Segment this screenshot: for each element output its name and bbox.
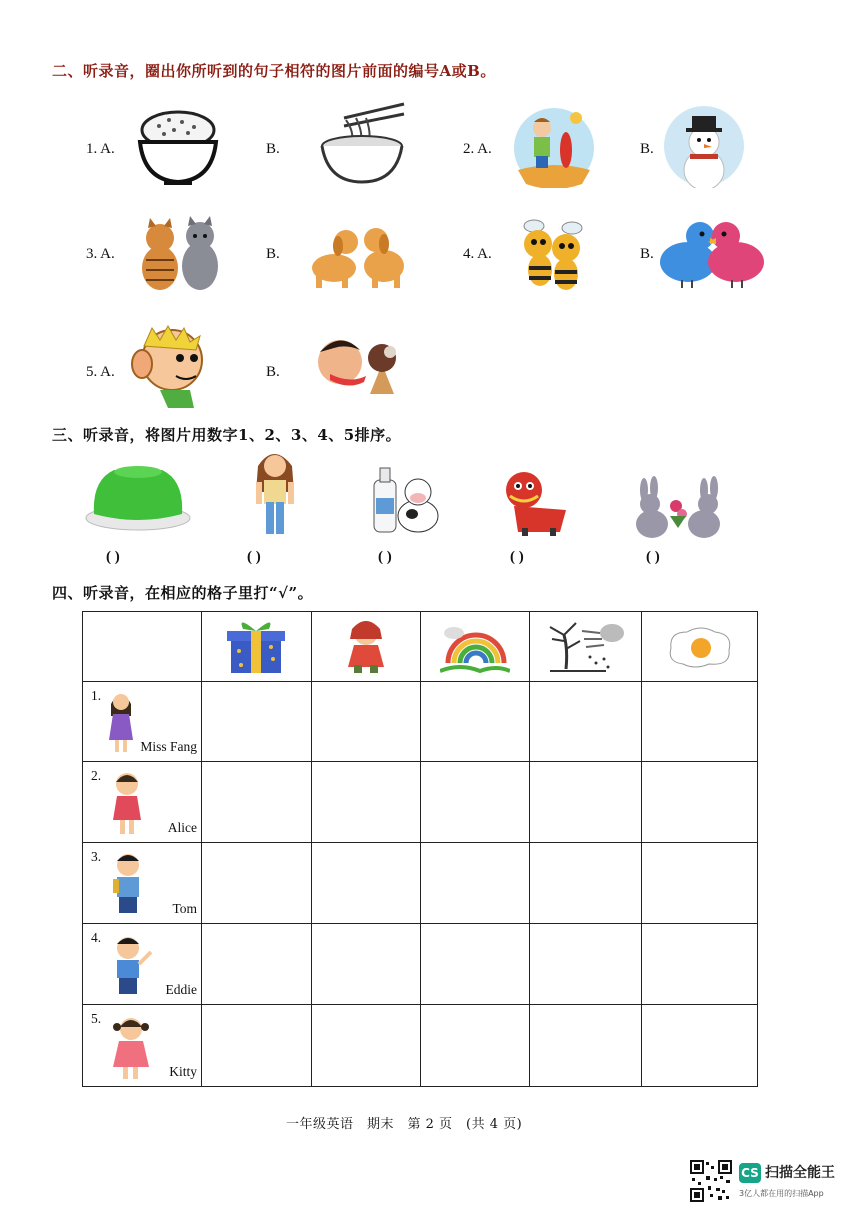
tasting-icecream-icon bbox=[310, 334, 410, 410]
listening-boy-icon bbox=[124, 324, 216, 408]
q1-a-label: 1. A. bbox=[86, 141, 115, 157]
answer-cell[interactable] bbox=[642, 682, 758, 762]
q1-b-label: B. bbox=[266, 141, 280, 157]
section-2-title: 二、听录音，圈出你所听到的句子相符的图片前面的编号A或B。 bbox=[52, 62, 496, 80]
noodle-bowl-icon bbox=[316, 98, 408, 188]
dogs-icon bbox=[298, 222, 420, 290]
table-row bbox=[83, 682, 758, 762]
q2-b-label: B. bbox=[640, 141, 654, 157]
answer-cell[interactable] bbox=[530, 924, 642, 1005]
jelly-icon bbox=[84, 460, 192, 532]
cats-icon bbox=[132, 216, 228, 292]
tom-avatar bbox=[111, 851, 145, 917]
row-number: 4. bbox=[91, 930, 102, 945]
row-number: 5. bbox=[91, 1011, 102, 1026]
answer-cell[interactable] bbox=[530, 682, 642, 762]
table-row bbox=[83, 924, 758, 1005]
blank-5[interactable]: ( ) bbox=[646, 549, 660, 565]
rabbits-icon bbox=[624, 476, 730, 540]
summer-boy-icon bbox=[512, 104, 596, 188]
row-label-cell bbox=[83, 762, 202, 843]
q4-b-label: B. bbox=[640, 246, 654, 262]
girl-icon bbox=[248, 446, 302, 542]
answer-cell[interactable] bbox=[312, 1005, 421, 1087]
answer-cell[interactable] bbox=[530, 762, 642, 843]
blank-4[interactable]: ( ) bbox=[510, 549, 524, 565]
answer-cell[interactable] bbox=[421, 843, 530, 924]
grid-corner-cell bbox=[83, 612, 202, 682]
row-number: 3. bbox=[91, 849, 102, 864]
column-doll bbox=[312, 612, 421, 682]
row-name: Eddie bbox=[165, 982, 197, 997]
answer-cell[interactable] bbox=[642, 843, 758, 924]
answer-grid bbox=[82, 611, 758, 1087]
q5-b-label: B. bbox=[266, 364, 280, 380]
camscanner-logo: CS bbox=[739, 1163, 761, 1183]
blank-1[interactable]: ( ) bbox=[106, 549, 120, 565]
gift-box-icon bbox=[217, 617, 297, 677]
page-footer: 一年级英语 期末 第 2 页 (共 4 页) bbox=[286, 1117, 523, 1132]
camscanner-tagline: 3亿人都在用的扫描App bbox=[739, 1189, 824, 1198]
answer-cell[interactable] bbox=[421, 924, 530, 1005]
section-3-title: 三、听录音，将图片用数字1、2、3、4、5排序。 bbox=[52, 426, 402, 444]
row-number: 1. bbox=[91, 688, 102, 703]
camscanner-brand: 扫描全能王 bbox=[765, 1165, 835, 1181]
q5-a-label: 5. A. bbox=[86, 364, 115, 380]
table-row bbox=[83, 1005, 758, 1087]
answer-cell[interactable] bbox=[312, 924, 421, 1005]
column-rainbow bbox=[421, 612, 530, 682]
alice-avatar bbox=[111, 770, 143, 836]
grid-header-row bbox=[83, 612, 758, 682]
table-row bbox=[83, 843, 758, 924]
table-row bbox=[83, 762, 758, 843]
answer-cell[interactable] bbox=[202, 682, 312, 762]
row-label-cell bbox=[83, 1005, 202, 1087]
qr-code-icon bbox=[690, 1160, 732, 1202]
answer-cell[interactable] bbox=[312, 682, 421, 762]
answer-cell[interactable] bbox=[202, 762, 312, 843]
row-label-cell bbox=[83, 682, 202, 762]
blank-2[interactable]: ( ) bbox=[247, 549, 261, 565]
answer-cell[interactable] bbox=[642, 924, 758, 1005]
row-name: Tom bbox=[172, 901, 197, 916]
q3-a-label: 3. A. bbox=[86, 246, 115, 262]
answer-cell[interactable] bbox=[312, 762, 421, 843]
row-label-cell bbox=[83, 924, 202, 1005]
answer-cell[interactable] bbox=[642, 1005, 758, 1087]
answer-cell[interactable] bbox=[421, 682, 530, 762]
milk-cow-icon bbox=[368, 462, 444, 542]
rice-bowl-icon bbox=[134, 100, 222, 188]
q3-b-label: B. bbox=[266, 246, 280, 262]
row-number: 2. bbox=[91, 768, 102, 783]
q4-a-label: 4. A. bbox=[463, 246, 492, 262]
answer-cell[interactable] bbox=[202, 843, 312, 924]
answer-cell[interactable] bbox=[202, 924, 312, 1005]
lion-dance-icon bbox=[500, 466, 570, 538]
windy-tree-icon bbox=[546, 619, 626, 675]
section-4-title: 四、听录音，在相应的格子里打“√”。 bbox=[52, 584, 314, 602]
birds-icon bbox=[654, 216, 770, 292]
doll-icon bbox=[336, 617, 396, 677]
column-wind bbox=[530, 612, 642, 682]
column-egg bbox=[642, 612, 758, 682]
answer-cell[interactable] bbox=[421, 1005, 530, 1087]
row-label-cell bbox=[83, 843, 202, 924]
row-name: Kitty bbox=[169, 1064, 197, 1079]
answer-cell[interactable] bbox=[530, 843, 642, 924]
row-name: Miss Fang bbox=[140, 739, 197, 754]
blank-3[interactable]: ( ) bbox=[378, 549, 392, 565]
rainbow-icon bbox=[440, 619, 510, 675]
answer-cell[interactable] bbox=[421, 762, 530, 843]
eddie-avatar bbox=[111, 934, 155, 998]
miss-fang-avatar bbox=[107, 688, 135, 754]
answer-cell[interactable] bbox=[202, 1005, 312, 1087]
bees-icon bbox=[514, 216, 594, 296]
answer-cell[interactable] bbox=[312, 843, 421, 924]
fried-egg-icon bbox=[665, 622, 735, 672]
row-name: Alice bbox=[167, 820, 197, 835]
kitty-avatar bbox=[111, 1013, 155, 1081]
answer-cell[interactable] bbox=[642, 762, 758, 843]
column-gift bbox=[202, 612, 312, 682]
answer-cell[interactable] bbox=[530, 1005, 642, 1087]
q2-a-label: 2. A. bbox=[463, 141, 492, 157]
snowman-icon bbox=[662, 104, 746, 188]
